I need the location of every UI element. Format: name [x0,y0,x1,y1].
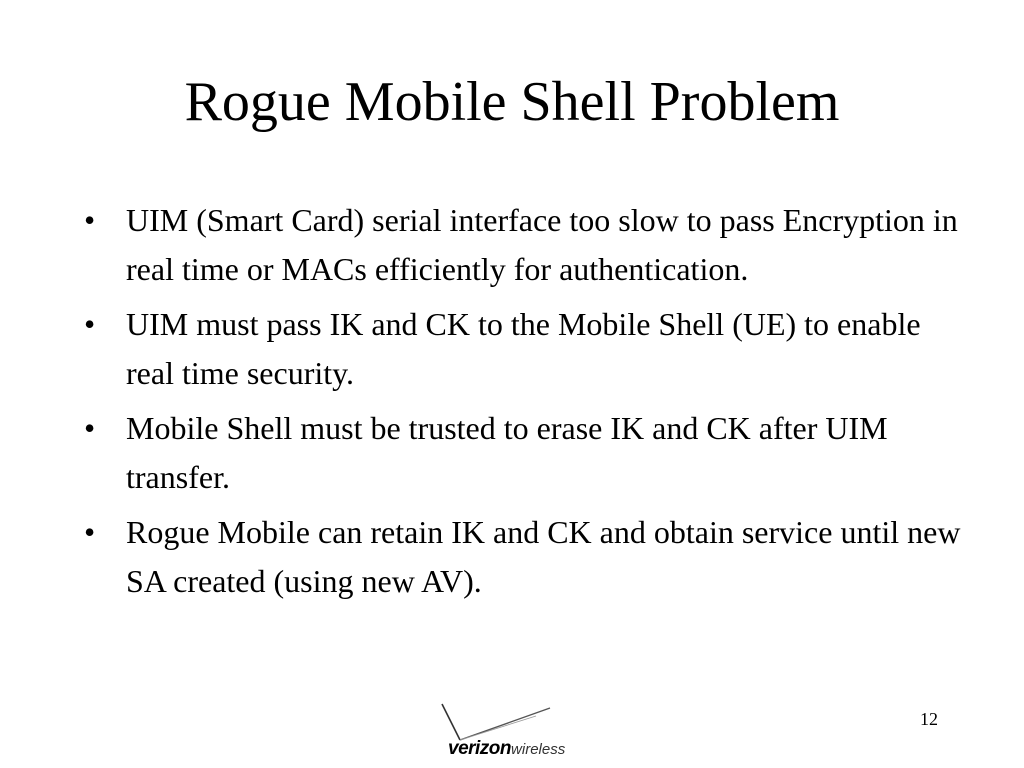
bullet-text: UIM (Smart Card) serial interface too slow to pass Encryption in real time or MACs efficiently for authentication. [126,202,958,287]
slide-title: Rogue Mobile Shell Problem [184,71,840,133]
bullet-item [84,196,964,293]
bullet-text: UIM must pass IK and CK to the Mobile Shell (UE) to enable real time security. [126,306,921,391]
bullet-text: Mobile Shell must be trusted to erase IK and CK after UIM transfer. [126,410,888,495]
bullet-item [84,404,964,501]
verizon-wireless-logo [440,702,580,764]
bullet-item [84,508,964,605]
checkmark-swoosh-icon [440,702,560,742]
logo-wordmark [448,738,565,760]
bullet-marker: • [84,202,96,238]
bullet-marker: • [84,514,96,550]
bullet-list [84,196,964,612]
logo-brand-text: verizon [448,738,512,759]
logo-suffix-text: wireless [511,741,566,758]
bullet-marker: • [84,410,96,446]
bullet-text: Rogue Mobile can retain IK and CK and obtain service until new SA created (using new AV). [126,514,961,599]
page-number: 12 [920,709,938,729]
bullet-marker: • [84,306,96,342]
bullet-item [84,300,964,397]
